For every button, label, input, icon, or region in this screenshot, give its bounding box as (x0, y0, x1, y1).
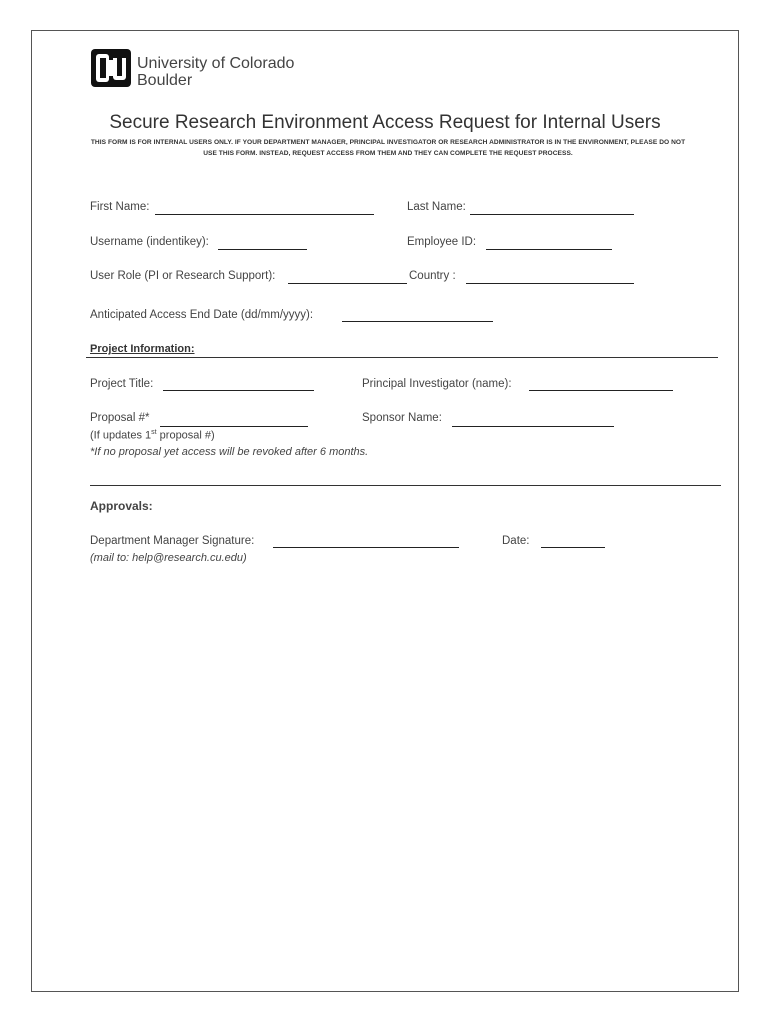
first-name-field[interactable] (155, 214, 374, 215)
date-field[interactable] (541, 547, 605, 548)
username-field[interactable] (218, 249, 307, 250)
form-title: Secure Research Environment Access Request for Internal Users (109, 112, 661, 133)
first-name-label: First Name: (90, 201, 150, 213)
pi-label: Principal Investigator (name): (362, 378, 512, 390)
user-role-field[interactable] (288, 283, 407, 284)
project-title-label: Project Title: (90, 378, 154, 390)
proposal-revoke-note: *If no proposal yet access will be revoked after 6 months. (90, 446, 369, 458)
last-name-label: Last Name: (407, 201, 466, 213)
user-role-label: User Role (PI or Research Support): (90, 270, 276, 282)
pi-field[interactable] (529, 390, 673, 391)
updates-note-post: proposal #) (156, 429, 215, 442)
sponsor-field[interactable] (452, 426, 614, 427)
employee-id-label: Employee ID: (407, 236, 477, 248)
cu-logo-icon (90, 48, 132, 88)
approvals-divider (90, 485, 721, 486)
sponsor-label: Sponsor Name: (362, 412, 442, 424)
country-field[interactable] (466, 283, 634, 284)
username-label: Username (indentikey): (90, 236, 209, 248)
last-name-field[interactable] (470, 214, 634, 215)
country-label: Country : (409, 270, 456, 282)
proposal-label: Proposal #* (90, 412, 150, 424)
end-date-label: Anticipated Access End Date (dd/mm/yyyy): (90, 309, 314, 321)
section-divider (86, 357, 718, 358)
university-line-2: Boulder (137, 72, 193, 89)
end-date-field[interactable] (342, 321, 493, 322)
proposal-field[interactable] (160, 426, 308, 427)
project-info-heading: Project Information: (90, 343, 195, 355)
mail-note: (mail to: help@research.cu.edu) (90, 552, 247, 564)
updates-note-sup: st (151, 429, 157, 436)
employee-id-field[interactable] (486, 249, 612, 250)
updates-note (90, 429, 215, 442)
updates-note-pre: (If updates 1 (90, 429, 152, 442)
university-name (137, 55, 294, 89)
project-title-field[interactable] (163, 390, 314, 391)
form-notice: THIS FORM IS FOR INTERNAL USERS ONLY. IF YOUR DEPARTMENT MANAGER, PRINCIPAL INVESTIGATOR OR RESEARCH ADMINISTRATOR IS IN THE ENVIRONMENT, PLEASE DO NOT USE THIS FORM. INSTEAD, REQUEST ACCESS FROM THEM AND THEY CAN COMPLETE THE REQUEST PROCESS. (90, 139, 686, 157)
signature-label: Department Manager Signature: (90, 535, 255, 547)
date-label: Date: (502, 535, 530, 547)
approvals-heading: Approvals: (90, 499, 153, 513)
university-line-1: University of Colorado (137, 55, 295, 72)
signature-field[interactable] (273, 547, 459, 548)
